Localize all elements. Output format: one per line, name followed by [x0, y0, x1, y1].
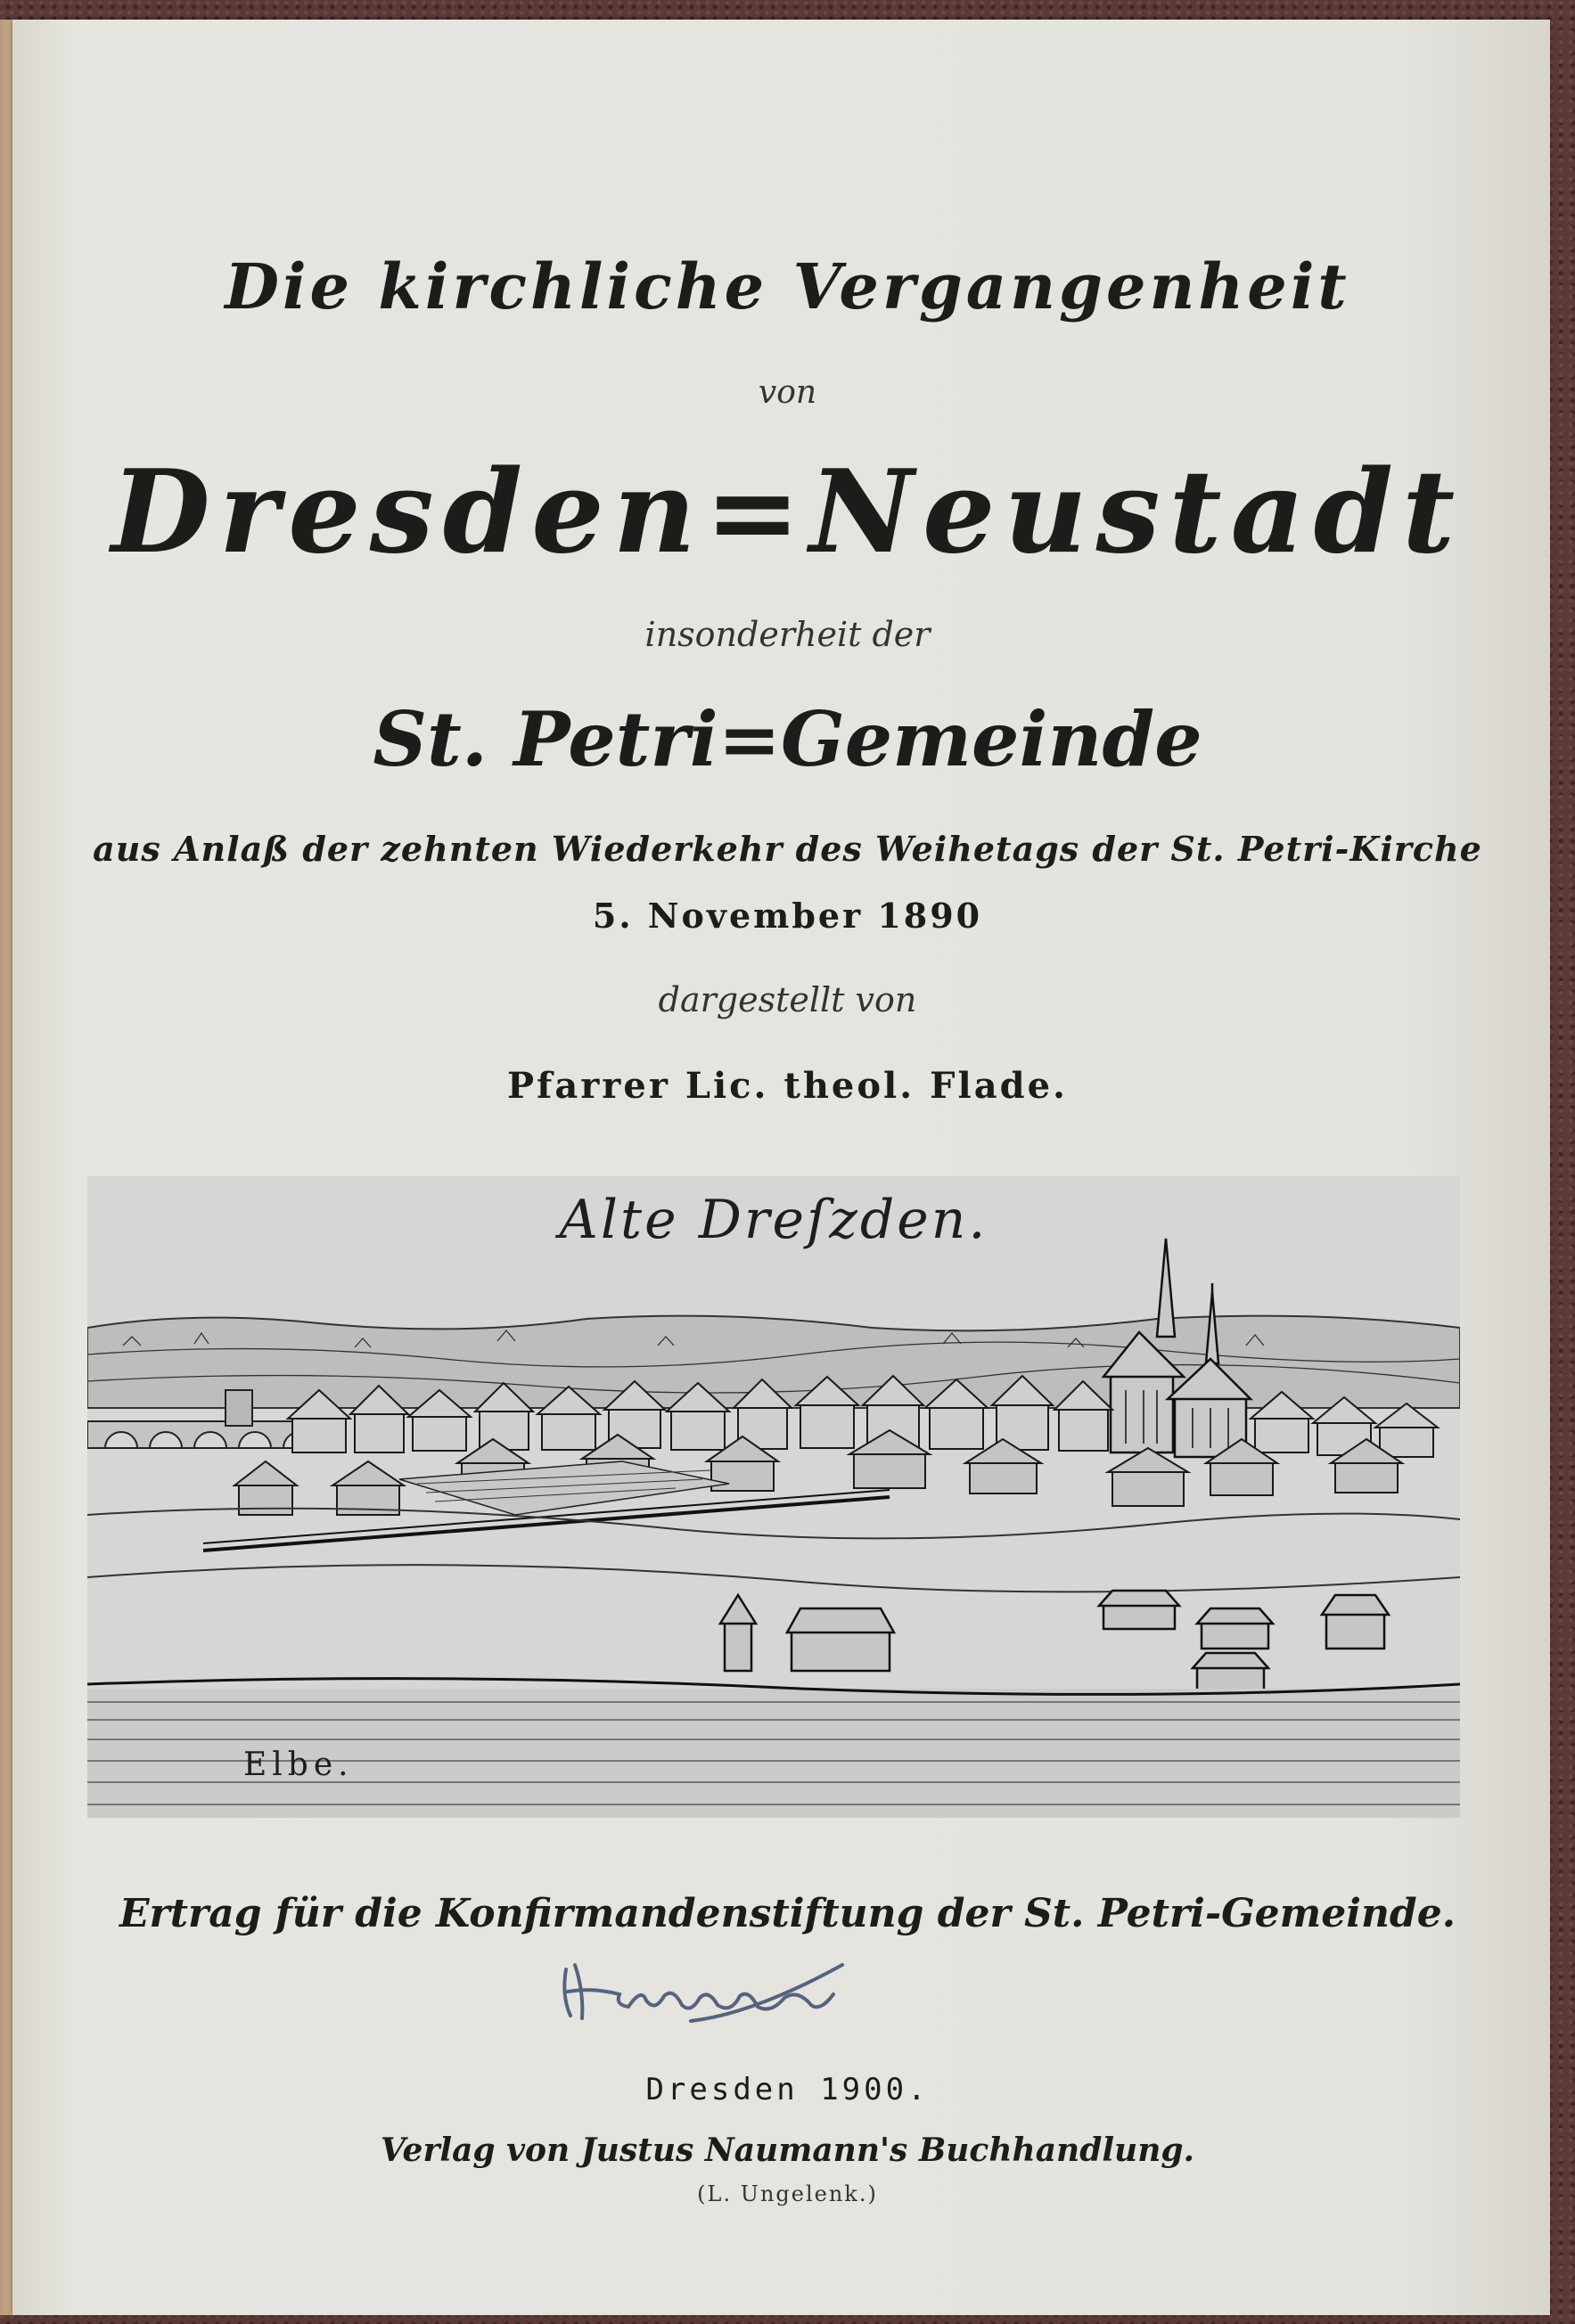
- town-view-illustration: [87, 1176, 1460, 1818]
- dargestellt-line: dargestellt von: [658, 980, 917, 1019]
- parish-title: St. Petri=Gemeinde: [373, 695, 1202, 783]
- engraving-title: Alte Dreſzden.: [559, 1189, 988, 1251]
- title-insonderheit: insonderheit der: [644, 615, 931, 654]
- proceeds-line: Ertrag für die Konfirmandenstiftung der St. Petri-Gemeinde.: [119, 1891, 1456, 1936]
- date-line: 5. November 1890: [592, 896, 983, 936]
- main-title: Dresden=Neustadt: [111, 446, 1464, 579]
- handwritten-signature: [557, 1952, 851, 2032]
- imprint-place: Dresden 1900.: [645, 2072, 930, 2107]
- engraving-alte-dresden: [87, 1176, 1460, 1818]
- title-line: Die kirchliche Vergangenheit: [225, 250, 1350, 323]
- imprint-owner: (L. Ungelenk.): [697, 2181, 878, 2206]
- title-von: von: [758, 374, 817, 411]
- river-label: Elbe.: [243, 1747, 354, 1783]
- author-line: Pfarrer Lic. theol. Flade.: [507, 1065, 1068, 1107]
- imprint-publisher: Verlag von Justus Naumann's Buchhandlung.: [380, 2132, 1195, 2169]
- occasion-line: aus Anlaß der zehnten Wiederkehr des Weihetags der St. Petri-Kirche: [93, 829, 1482, 869]
